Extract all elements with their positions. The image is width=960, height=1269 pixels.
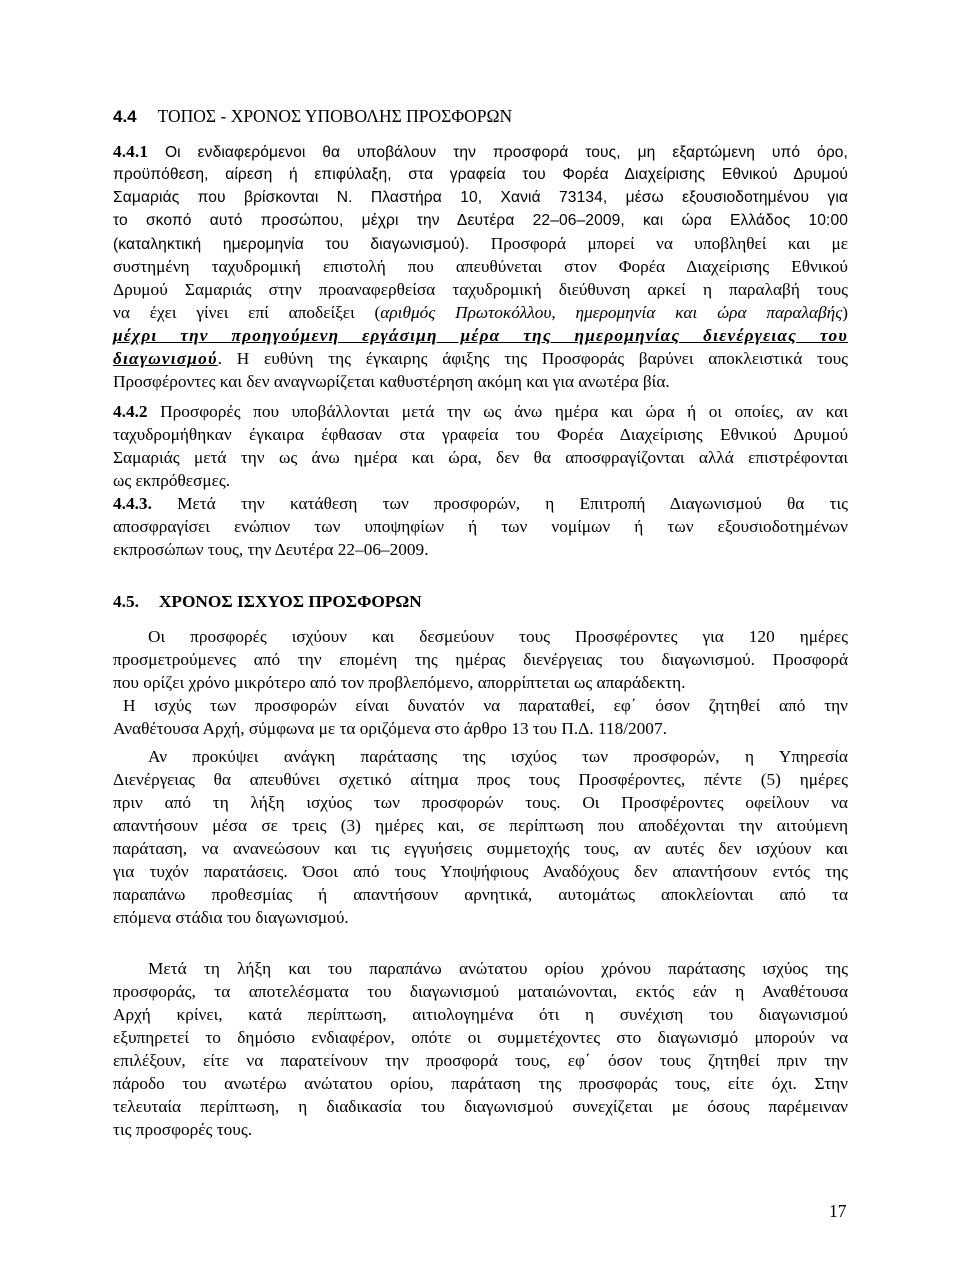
para-4-4-1-line-6: συστημένη ταχυδρομική επιστολή που απευθύνεται στον Φορέα Διαχείρισης Εθνικού	[113, 257, 848, 276]
para-4-4-2-number: 4.4.2	[113, 402, 148, 421]
para-4-4-1-line-10: διαγωνισμού. Η ευθύνη της έγκαιρης άφιξης της Προσφοράς βαρύνει αποκλειστικά τους	[113, 349, 848, 368]
para-4-5-d-line-7: τελευταία περίπτωση, η διαδικασία του διαγωνισμού συνεχίζεται με όσους παρέμειναν	[113, 1097, 848, 1116]
para-4-4-3-line-2: αποσφραγίσει ενώπιον των υποψηφίων ή των νομίμων ή των εξουσιοδοτημένων	[113, 517, 848, 536]
section-4-4-title: ΤΟΠΟΣ - ΧΡΟΝΟΣ ΥΠΟΒΟΛΗΣ ΠΡΟΣΦΟΡΩΝ	[157, 106, 513, 126]
page-number: 17	[829, 1201, 847, 1221]
para-4-4-2-line-3: Σαμαριάς μετά την ως άνω ημέρα και ώρα, δεν θα αποσφραγίζονται αλλά επιστρέφονται	[113, 448, 848, 467]
para-4-5-d-line-1: Μετά τη λήξη και του παραπάνω ανώτατου ορίου χρόνου παράτασης ισχύος της	[148, 959, 848, 978]
para-4-5-c-line-5: παράταση, να ανανεώσουν και τις εγγυήσεις συμμετοχής τους, αν αυτές δεν ισχύουν και	[113, 839, 848, 858]
para-4-4-1-line-7: Δρυμού Σαμαριάς στην προαναφερθείσα ταχυδρομική διεύθυνση αρκεί η παραλαβή τους	[113, 280, 848, 299]
para-4-5-c-line-6: για τυχόν παρατάσεις. Όσοι από τους Υποψήφιους Αναδόχους δεν απαντήσουν εντός της	[113, 862, 848, 881]
para-4-5-d-line-8: τις προσφορές τους.	[113, 1120, 253, 1139]
para-4-5-c-line-3: πριν από τη λήξη ισχύος των προσφορών τους. Οι Προσφέροντες οφείλουν να	[113, 793, 848, 812]
para-4-5-c-line-1: Αν προκύψει ανάγκη παράτασης της ισχύος των προσφορών, η Υπηρεσία	[148, 747, 848, 766]
para-4-5-d-line-2: προσφοράς, τα αποτελέσματα του διαγωνισμού ματαιώνονται, εκτός εάν η Αναθέτουσα	[113, 982, 848, 1001]
para-4-4-2-line-2: ταχυδρομήθηκαν έγκαιρα έφθασαν στα γραφεία του Φορέα Διαχείρισης Εθνικού Δρυμού	[113, 425, 848, 444]
para-4-5-d-line-6: πάροδο του ανωτέρω ανώτατου ορίου, παράταση της προσφοράς τους, είτε όχι. Στην	[113, 1074, 848, 1093]
para-4-4-1-line-2: προϋπόθεση, αίρεση ή επιφύλαξη, στα γραφεία του Φορέα Διαχείρισης Εθνικού Δρυμού	[113, 166, 848, 183]
para-4-5-c-line-7: παραπάνω προθεσμίας ή απαντήσουν αρνητικά, αυτομάτως αποκλείονται από τα	[113, 885, 848, 904]
para-4-4-3-line-3: εκπροσώπων τους, την Δευτέρα 22–06–2009.	[113, 540, 429, 559]
para-4-5-c-line-8: επόμενα στάδια του διαγωνισμού.	[113, 908, 349, 927]
para-4-5-d-line-3: Αρχή κρίνει, κατά περίπτωση, αιτιολογημένα ότι η συνέχιση του διαγωνισμού	[113, 1005, 848, 1024]
para-4-5-b-line-1: Η ισχύς των προσφορών είναι δυνατόν να παραταθεί, εφ΄ όσον ζητηθεί από την	[123, 696, 848, 715]
para-4-5-d-line-5: επιλέξουν, είτε να παρατείνουν την προσφορά τους, εφ΄ όσον τους ζητηθεί πριν την	[113, 1051, 848, 1070]
para-4-5-a-line-2: προσμετρούμενες από την επομένη της ημέρας διενέργειας του διαγωνισμού. Προσφορά	[113, 650, 848, 669]
section-4-5-title: ΧΡΟΝΟΣ ΙΣΧΥΟΣ ΠΡΟΣΦΟΡΩΝ	[158, 592, 422, 611]
para-4-5-c-line-4: απαντήσουν μέσα σε τρεις (3) ημέρες και, σε περίπτωση που αποδέχονται την αιτούμενη	[113, 816, 848, 835]
para-4-4-2-line-4: ως εκπρόθεσμες.	[113, 471, 231, 490]
para-4-5-c-line-2: Διενέργειας θα απευθύνει σχετικό αίτημα προς τους Προσφέροντες, πέντε (5) ημέρες	[113, 770, 848, 789]
para-4-4-1-line-8: να έχει γίνει επί αποδείξει (αριθμός Πρωτοκόλλου, ημερομηνία και ώρα παραλαβής)	[113, 303, 848, 322]
section-4-5-number: 4.5.	[113, 592, 139, 611]
para-4-5-a-line-3: που ορίζει χρόνο μικρότερο από τον προβλεπόμενο, απορρίπτεται ως απαράδεκτη.	[113, 673, 686, 692]
section-4-4-number: 4.4	[113, 107, 137, 126]
para-4-5-b-line-2: Αναθέτουσα Αρχή, σύμφωνα με τα οριζόμενα στο άρθρο 13 του Π.Δ. 118/2007.	[113, 719, 667, 738]
para-4-4-2-line-1: 4.4.2 Προσφορές που υποβάλλονται μετά την ως άνω ημέρα και ώρα ή οι οποίες, αν και	[113, 402, 848, 421]
para-4-4-1-line-1: 4.4.1 Οι ενδιαφερόμενοι θα υποβάλουν την προσφορά τους, μη εξαρτώμενη υπό όρο,	[113, 142, 848, 161]
section-4-4-heading	[113, 106, 848, 127]
para-4-4-1-line-11: Προσφέροντες και δεν αναγνωρίζεται καθυστέρηση ακόμη και για ανωτέρα βία.	[113, 372, 670, 391]
para-4-4-1-line-4: το σκοπό αυτό προσώπου, μέχρι την Δευτέρα 22–06–2009, και ώρα Ελλάδος 10:00	[113, 212, 848, 229]
para-4-4-1-deadline-emphasis: μέχρι την προηγούμενη εργάσιμη μέρα της ημερομηνίας διενέργειας του	[113, 326, 848, 345]
section-4-5-heading	[113, 591, 848, 613]
para-4-4-1-line-3: Σαμαριάς που βρίσκονται Ν. Πλαστήρα 10, Χανιά 73134, μέσω εξουσιοδοτημένου για	[113, 189, 848, 206]
para-4-5-d-line-4: εξυπηρετεί το δημόσιο ενδιαφέρον, οπότε οι συμμετέχοντες στο διαγωνισμό μπορούν να	[113, 1028, 848, 1047]
para-4-4-1-line-5: (καταληκτική ημερομηνία του διαγωνισμού). Προσφορά μπορεί να υποβληθεί και με	[113, 234, 848, 253]
para-4-4-3-number: 4.4.3.	[113, 494, 152, 513]
para-4-5-a-line-1: Οι προσφορές ισχύουν και δεσμεύουν τους Προσφέροντες για 120 ημέρες	[148, 627, 848, 646]
para-4-4-1-number: 4.4.1	[113, 142, 149, 161]
para-4-4-3-line-1: 4.4.3. Μετά την κατάθεση των προσφορών, η Επιτροπή Διαγωνισμού θα τις	[113, 494, 848, 513]
